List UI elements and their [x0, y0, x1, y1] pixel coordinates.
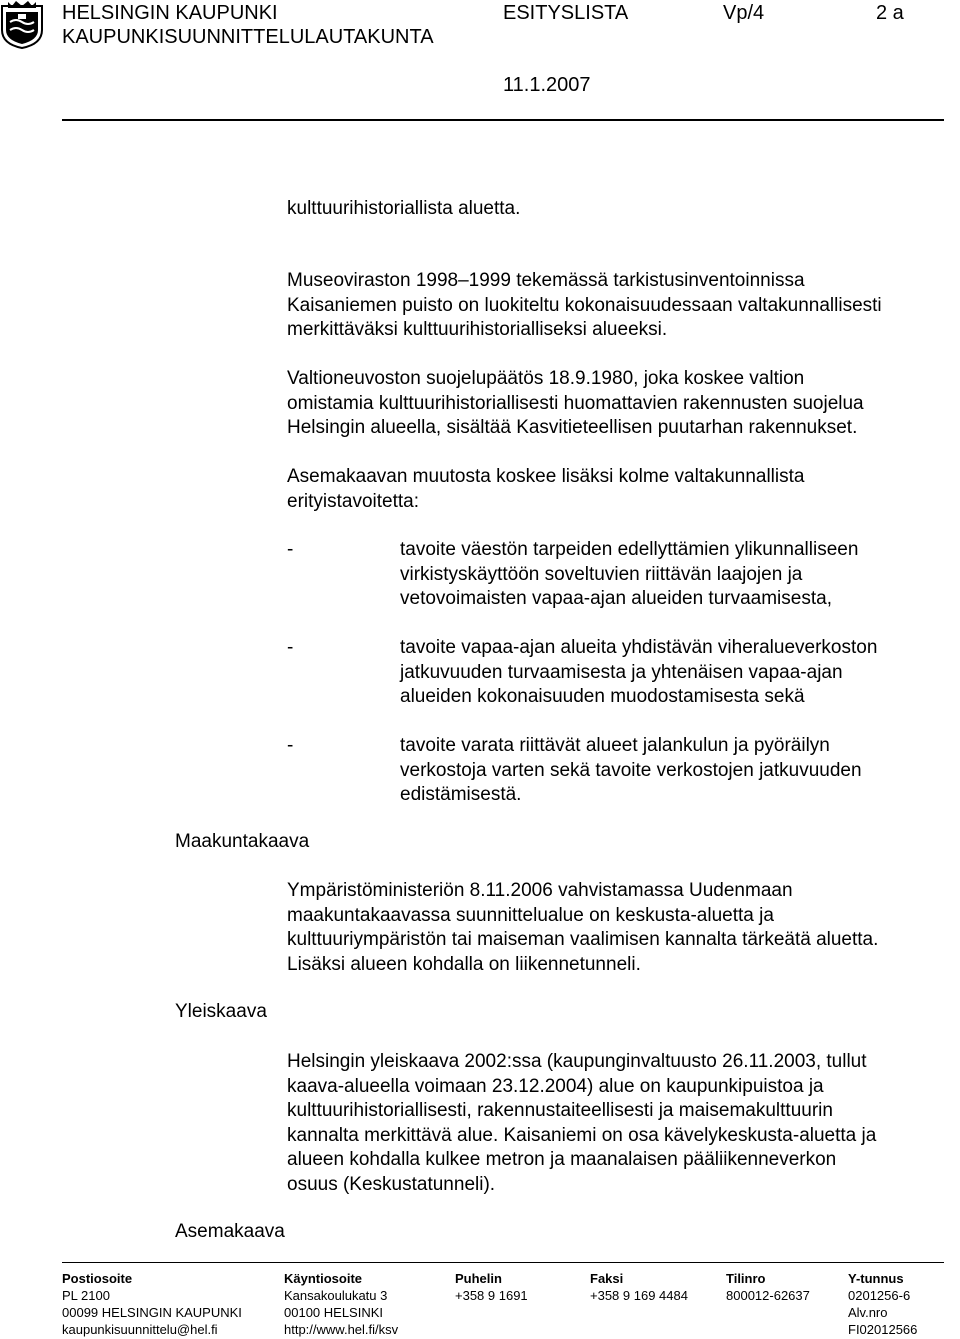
org-name: HELSINGIN KAUPUNKI [62, 2, 278, 24]
bullet-dash: - [287, 735, 294, 756]
text-line: jatkuvuuden turvaamisesta ja yhtenäisen vapaa-ajan [400, 661, 843, 683]
board-name: KAUPUNKISUUNNITTELULAUTAKUNTA [62, 26, 434, 48]
footer-value: PL 2100 [62, 1288, 110, 1303]
text-line: Valtioneuvoston suojelupäätös 18.9.1980, joka koskee valtion [287, 368, 805, 389]
document-type: ESITYSLISTA [503, 2, 629, 24]
paragraph-inventory [287, 269, 882, 343]
header-divider [62, 119, 944, 121]
paragraph-master-plan [287, 1050, 876, 1197]
footer-value: 800012-62637 [726, 1288, 810, 1303]
text-line: osuus (Keskustatunneli). [287, 1173, 496, 1195]
bullet-dash: - [287, 539, 294, 560]
bullet-dash: - [287, 637, 294, 658]
text-line: alueen kohdalla kulkee metron ja maanalaisen pääliikenneverkon [287, 1149, 837, 1170]
text-line: kulttuuriympäristön tai maiseman vaalimisen kannalta tärkeätä aluetta. [287, 929, 879, 950]
item-number: 2 a [876, 2, 904, 24]
footer-value: FI02012566 [848, 1322, 918, 1337]
text-line: tavoite varata riittävät alueet jalankulun ja pyöräilyn [400, 735, 830, 756]
text-line: Kaisaniemen puisto on luokiteltu kokonaisuudessaan valtakunnallisesti [287, 294, 882, 316]
text-line: Helsingin alueella, sisältää Kasvitieteellisen puutarhan rakennukset. [287, 417, 858, 438]
footer-divider [62, 1262, 944, 1263]
meeting-number: Vp/4 [723, 2, 765, 24]
footer-value: +358 9 1691 [455, 1288, 528, 1303]
text-line: kulttuurihistoriallisesti, rakennustaiteellisesti ja maisemakulttuurin [287, 1100, 833, 1121]
section-heading-maakuntakaava: Maakuntakaava [175, 831, 310, 852]
footer-visiting-address [284, 1270, 398, 1338]
text-line: Ympäristöministeriön 8.11.2006 vahvistamassa Uudenmaan [287, 880, 793, 901]
section-heading-yleiskaava: Yleiskaava [175, 1001, 267, 1022]
text-line: verkostoja varten sekä tavoite verkostojen jatkuvuuden [400, 759, 862, 781]
footer-value: Kansakoulukatu 3 [284, 1288, 388, 1303]
paragraph-continuation: kulttuurihistoriallista aluetta. [287, 198, 521, 219]
text-line: erityistavoitetta: [287, 490, 419, 512]
footer-label: Y-tunnus [848, 1271, 904, 1286]
text-line: kannalta merkittävä alue. Kaisaniemi on osa kävelykeskusta-aluetta ja [287, 1124, 877, 1146]
footer-value: +358 9 169 4484 [590, 1288, 688, 1303]
meeting-date: 11.1.2007 [503, 74, 591, 96]
footer-value: Alv.nro [848, 1305, 888, 1320]
section-heading-asemakaava: Asemakaava [175, 1221, 285, 1242]
footer-label: Postiosoite [62, 1271, 133, 1286]
footer-label: Faksi [590, 1271, 624, 1286]
text-line: tavoite vapaa-ajan alueita yhdistävän viheralueverkoston [400, 637, 878, 658]
text-line: vetovoimaisten vapaa-ajan alueiden turvaamisesta, [400, 588, 832, 609]
text-line: virkistyskäyttöön soveltuvien riittävän laajojen ja [400, 563, 803, 585]
bullet-item [400, 538, 858, 612]
footer-value: 00100 HELSINKI [284, 1305, 384, 1320]
footer-business-id [848, 1270, 917, 1338]
text-line: Museoviraston 1998–1999 tekemässä tarkistusinventoinnissa [287, 270, 805, 291]
footer-fax [590, 1270, 688, 1304]
text-line: kaava-alueella voimaan 23.12.2004) alue on kaupunkipuistoa ja [287, 1075, 824, 1097]
paragraph-regional-plan [287, 879, 878, 977]
text-line: maakuntakaavassa suunnittelualue on keskusta-aluetta ja [287, 904, 774, 926]
text-line: alueiden kokonaisuuden muodostamisesta sekä [400, 686, 805, 707]
footer-label: Tilinro [726, 1271, 766, 1286]
text-line: tavoite väestön tarpeiden edellyttämien ylikunnalliseen [400, 539, 859, 560]
text-line: merkittäväksi kulttuurihistorialliseksi alueeksi. [287, 319, 668, 340]
footer-postal-address [62, 1270, 242, 1338]
footer-value: 0201256-6 [848, 1288, 911, 1303]
footer-label: Käyntiosoite [284, 1271, 363, 1286]
text-line: edistämisestä. [400, 784, 522, 805]
text-line: Lisäksi alueen kohdalla on liikennetunneli. [287, 953, 641, 975]
footer-website-link[interactable]: http://www.hel.fi/ksv [284, 1322, 399, 1337]
footer-email[interactable]: kaupunkisuunnittelu@hel.fi [62, 1322, 218, 1337]
helsinki-coat-of-arms-logo [0, 0, 44, 50]
bullet-item [400, 734, 862, 808]
bullet-item [400, 636, 877, 710]
footer-account [726, 1270, 810, 1304]
paragraph-protection-decision [287, 367, 864, 441]
text-line: Helsingin yleiskaava 2002:ssa (kaupunginvaltuusto 26.11.2003, tullut [287, 1051, 867, 1072]
text-line: omistamia kulttuurihistoriallisesti huomattavien rakennusten suojelua [287, 392, 864, 414]
text-line: Asemakaavan muutosta koskee lisäksi kolme valtakunnallista [287, 466, 805, 487]
footer-label: Puhelin [455, 1271, 502, 1286]
footer-value: 00099 HELSINGIN KAUPUNKI [62, 1305, 242, 1320]
paragraph-national-goals [287, 465, 804, 514]
footer-phone [455, 1270, 528, 1304]
